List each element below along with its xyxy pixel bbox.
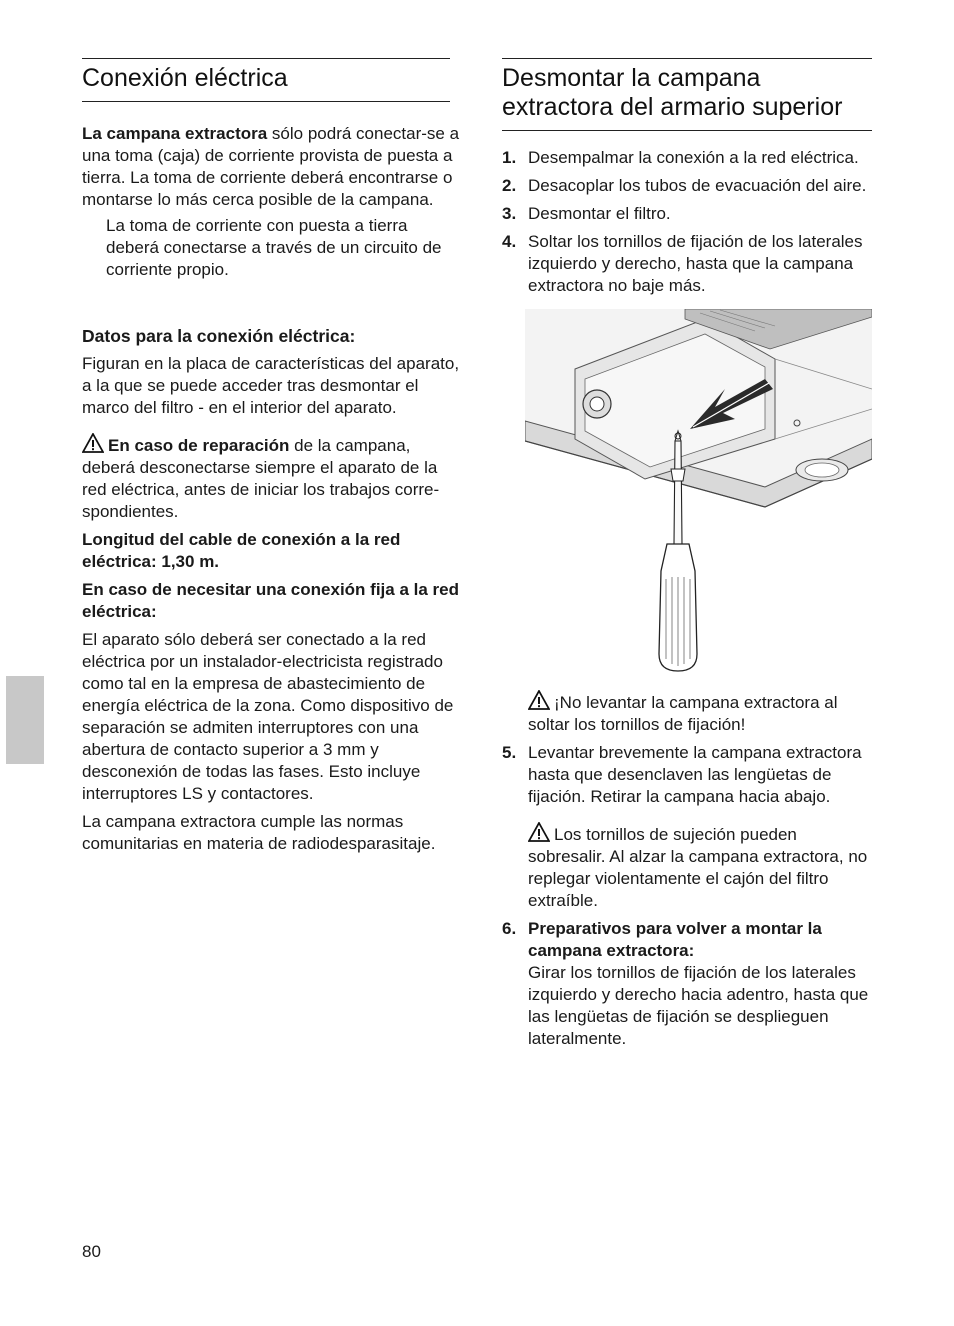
norms-paragraph: La campana extractora cumple las normas comunitarias en materia de radiodesparasitaje.	[82, 812, 436, 853]
intro-text: sólo podrá conectar-se a una toma (caja) de corriente provista de puesta a tierra. La toma de corriente deberá encontrarse o montarse lo más cerca posible de la campana.	[82, 124, 460, 209]
section-header	[82, 58, 450, 102]
right-column	[502, 58, 872, 1050]
repair-paragraph	[82, 433, 464, 523]
step-text: Levantar brevemente la campana extractora hasta que desenclaven las lengüetas de fijación. Retirar la campana hacia abajo.	[528, 743, 862, 806]
intro-bold: La campana extractora	[82, 124, 268, 143]
step-text: Desmontar el filtro.	[528, 204, 671, 223]
step-item	[502, 918, 872, 1050]
step-number: 1.	[502, 148, 517, 167]
fixed-connection-heading: En caso de necesitar una conexión fija a la red eléctrica:	[82, 580, 459, 621]
step-item	[502, 231, 872, 297]
warning-note-2	[528, 822, 872, 912]
data-paragraph: Figuran en la placa de características del aparato, a la que se puede acceder tras desmontar el marco del filtro - en el interior del aparato.	[82, 354, 460, 417]
section-header	[502, 58, 872, 131]
step-item	[502, 147, 872, 169]
section-heading-conexion: Conexión eléctrica	[82, 64, 288, 92]
warning-icon	[82, 433, 104, 453]
step-number: 2.	[502, 176, 517, 195]
step-item	[502, 742, 872, 808]
warning-note-1	[528, 690, 872, 736]
intro-paragraph	[82, 123, 464, 211]
step-text: Desacoplar los tubos de evacuación del aire.	[528, 176, 867, 195]
warning-icon	[528, 690, 550, 710]
step-number: 6.	[502, 919, 517, 938]
indent-paragraph: La toma de corriente con puesta a tierra deberá conectarse a través de un circuito de corriente propio.	[106, 216, 442, 279]
chapter-tab	[6, 676, 44, 764]
section-heading-desmontar: Desmontar la campana extractora del armario superior	[502, 64, 843, 121]
page-number: 80	[82, 1242, 101, 1261]
step-number: 5.	[502, 743, 517, 762]
step-item	[502, 203, 872, 225]
installer-paragraph: El aparato sólo deberá ser conectado a la red eléctrica por un instalador-electricista registrado como tal en la empresa de abastecimiento de energía eléctrica de la zona. Como dispositivo de separación se admiten interruptores con una abertura de contacto superior a 3 mm y desconexión de todas las fases. Esto incluye interruptores LS y contactores.	[82, 630, 454, 803]
warning-icon	[528, 822, 550, 842]
left-column	[82, 58, 464, 855]
warning-text: ¡No levantar la campana extractora al soltar los tornillos de fijación!	[528, 693, 838, 734]
cable-length: Longitud del cable de conexión a la red eléctrica: 1,30 m.	[82, 530, 401, 571]
step-text: Soltar los tornillos de fijación de los laterales izquierdo y derecho, hasta que la campana extractora no baje más.	[528, 232, 863, 295]
repair-text: de la campana, deberá desconectarse siempre el aparato de la red eléctrica, antes de iniciar los trabajos corre-spondientes.	[82, 436, 440, 521]
step-body: Girar los tornillos de fijación de los laterales izquierdo y derecho hacia adentro, hasta que las lengüetas de fijación se desplieguen lateralmente.	[528, 963, 869, 1048]
repair-bold: En caso de reparación	[108, 436, 290, 455]
step-title: Preparativos para volver a montar la campana extractora:	[528, 919, 822, 960]
step-number: 4.	[502, 232, 517, 251]
step-item	[502, 175, 872, 197]
subheading-datos: Datos para la conexión eléctrica:	[82, 326, 356, 346]
hood-screwdriver-illustration	[525, 309, 872, 679]
step-text	[528, 918, 872, 1050]
step-text: Desempalmar la conexión a la red eléctrica.	[528, 148, 859, 167]
step-number: 3.	[502, 204, 517, 223]
warning-text: Los tornillos de sujeción pueden sobresalir. Al alzar la campana extractora, no replegar violentamente el cajón del filtro extraíble.	[528, 825, 868, 910]
steps-list	[502, 147, 872, 297]
